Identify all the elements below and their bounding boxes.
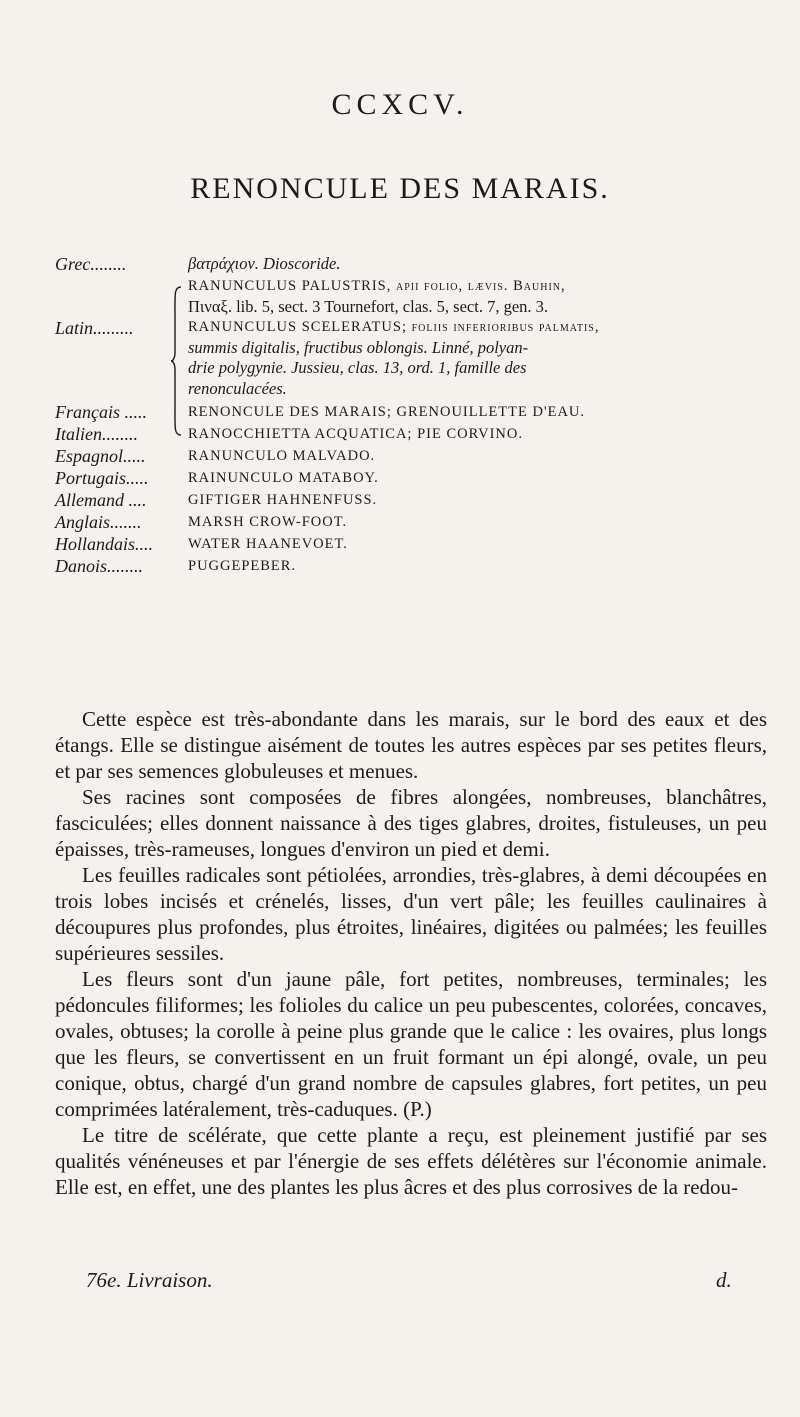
language-label-grec: Grec........	[55, 254, 127, 274]
language-label-danois: Danois........	[55, 556, 144, 576]
language-label-portugais: Portugais.....	[55, 468, 149, 488]
page-title: RENONCULE DES MARAIS.	[190, 172, 610, 205]
language-label-allemand: Allemand ....	[55, 490, 147, 510]
name-portugais: RAINUNCULO MATABOY.	[188, 470, 379, 486]
paragraph-roots: Ses racines sont composées de fibres alongées, nombreuses, blanchâtres, fasciculées; elles donnent naissance à des tiges glabres, droites, fistuleuses, un peu épaisses, très-rameuses, longues d'environ un pied et demi.	[55, 785, 767, 861]
latin-line-5: drie polygynie. Jussieu, clas. 13, ord. 1, famille des	[188, 358, 527, 377]
livraison-mark: 76e. Livraison.	[86, 1268, 213, 1292]
latin-line-2: Πιναξ. lib. 5, sect. 3 Tournefort, clas. 5, sect. 7, gen. 3.	[188, 296, 549, 316]
paragraph-toxicity: Le titre de scélérate, que cette plante a reçu, est pleinement justifié par ses qualités vénéneuses et par l'énergie de ses effets délétères sur l'économie animale. Elle est, en effet, une des plantes les plus âcres et des plus corrosives de la redou-	[55, 1123, 767, 1199]
name-grec: βατράχιον. Dioscoride.	[188, 254, 341, 273]
name-allemand: GIFTIGER HAHNENFUSS.	[188, 492, 378, 508]
name-anglais: MARSH CROW-FOOT.	[188, 514, 348, 530]
language-label-francais: Français .....	[55, 402, 147, 422]
name-danois: PUGGEPEBER.	[188, 558, 297, 574]
paragraph-flowers: Les fleurs sont d'un jaune pâle, fort petites, nombreuses, terminales; les pédoncules filiformes; les folioles du calice un peu pubescentes, colorées, concaves, ovales, obtuses; la corolle à peine plus grande que le calice : les ovaires, plus longs que les fleurs, se convertissent en un fruit formant un épi alongé, ovale, un peu conique, obtus, chargé d'un grand nombre de capsules glabres, fort petites, un peu comprimées latéralement, très-caduques. (P.)	[55, 967, 767, 1121]
description-body	[55, 706, 767, 1200]
name-latin	[188, 276, 768, 399]
page-number: CCXCV.	[331, 88, 469, 121]
signature-mark: d.	[716, 1268, 732, 1292]
name-espagnol: RANUNCULO MALVADO.	[188, 448, 376, 464]
paragraph-leaves: Les feuilles radicales sont pétiolées, arrondies, très-glabres, à demi découpées en trois lobes incisés et crénelés, lisses, d'un vert pâle; les feuilles caulinaires à découpures plus profondes, plus étroites, linéaires, digitées ou palmées; les feuilles supérieures sessiles.	[55, 863, 767, 965]
name-italien: RANOCCHIETTA ACQUATICA; PIE CORVINO.	[188, 426, 523, 442]
language-label-hollandais: Hollandais....	[55, 534, 154, 554]
language-label-latin: Latin.........	[55, 318, 134, 338]
latin-line-4: summis digitalis, fructibus oblongis. Linné, polyan-	[188, 337, 529, 357]
language-label-espagnol: Espagnol.....	[55, 446, 146, 466]
latin-line-1: RANUNCULUS PALUSTRIS, apii folio, lævis. Bauhin,	[188, 278, 566, 294]
paragraph-habitat: Cette espèce est très-abondante dans les marais, sur le bord des eaux et des étangs. Elle se distingue aisément de toutes les autres espèces par ses petites fleurs, et par ses semences globuleuses et menues.	[55, 707, 767, 783]
latin-brace	[170, 286, 182, 436]
latin-line-3: RANUNCULUS SCELERATUS; foliis inferioribus palmatis,	[188, 319, 600, 335]
language-label-italien: Italien........	[55, 424, 138, 444]
name-hollandais: WATER HAANEVOET.	[188, 536, 348, 552]
name-francais: RENONCULE DES MARAIS; GRENOUILLETTE D'EAU.	[188, 404, 586, 420]
latin-line-6: renonculacées.	[188, 378, 287, 398]
language-label-anglais: Anglais.......	[55, 512, 142, 532]
